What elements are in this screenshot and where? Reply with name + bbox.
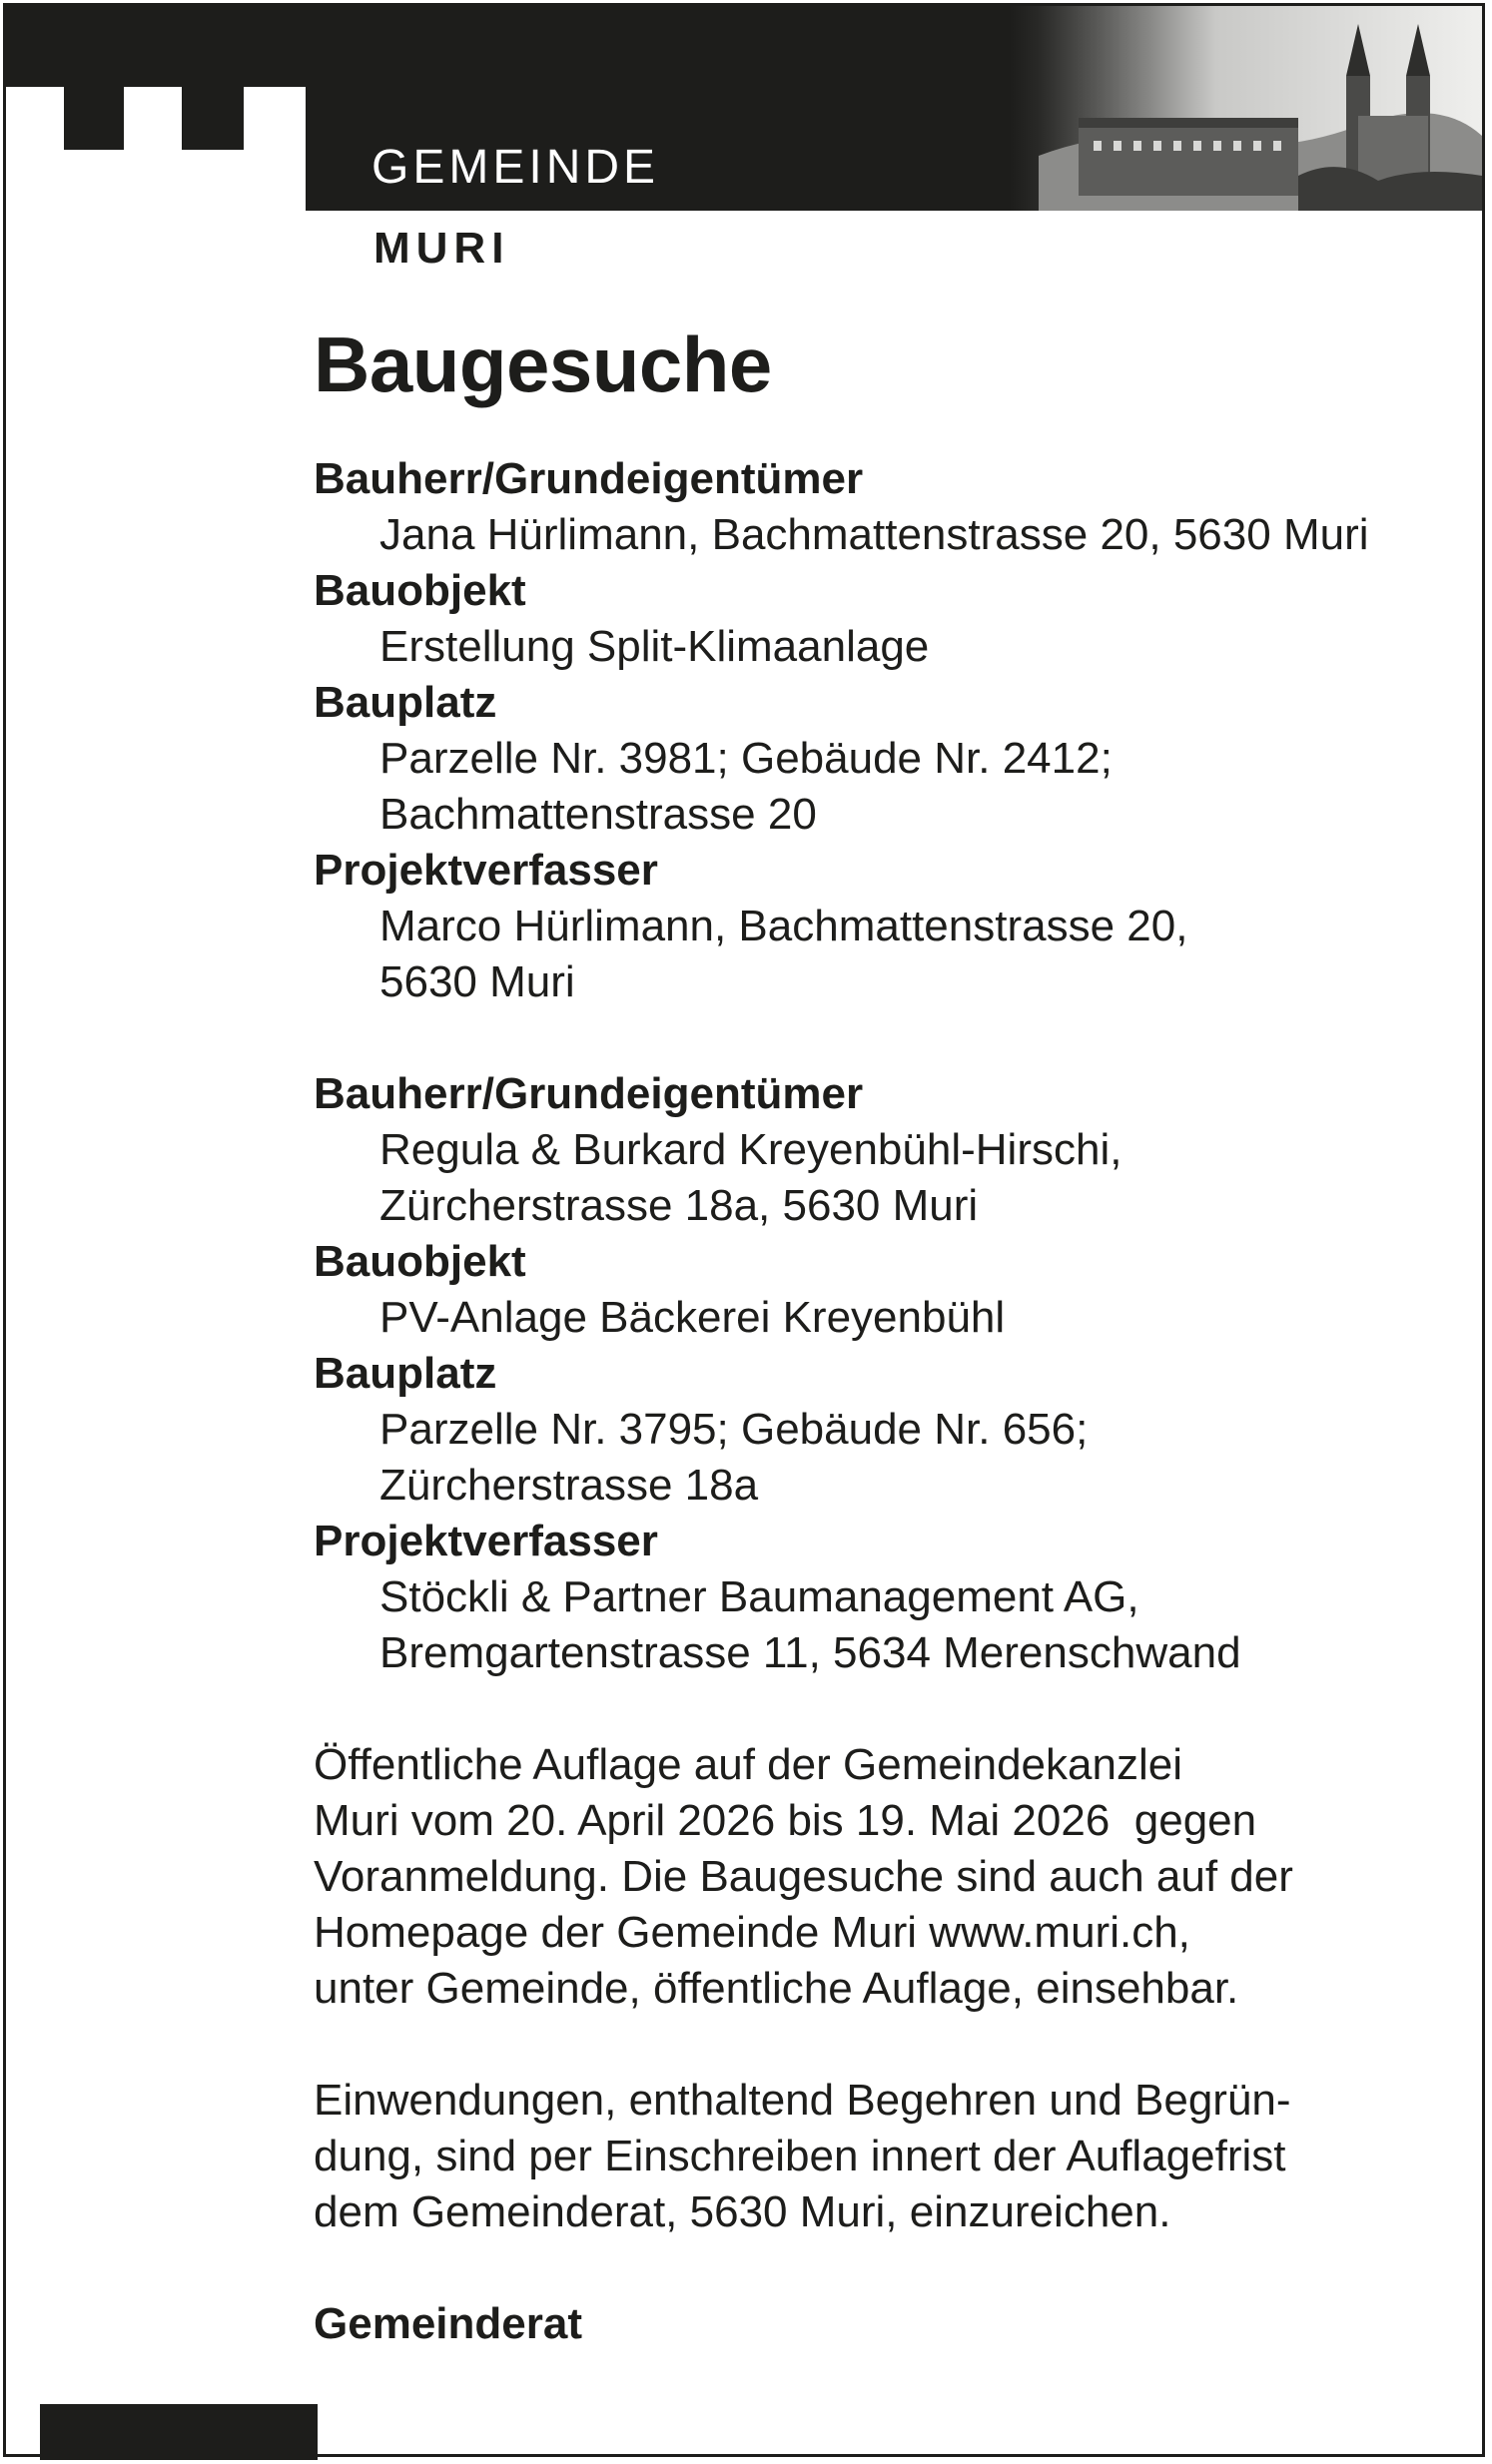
site-label: Bauplatz [314,678,497,727]
notice-line: Muri vom 20. April 2026 bis 19. Mai 2026 gegen [314,1796,1257,1845]
author-value: 5630 Muri [379,957,575,1006]
object-value: Erstellung Split-Klimaanlage [379,622,930,671]
public-display-notice [314,1737,1452,2017]
site-value: Parzelle Nr. 3795; Gebäude Nr. 656; [379,1405,1089,1454]
owner-value: Zürcherstrasse 18a, 5630 Muri [379,1181,979,1230]
site-value: Bachmattenstrasse 20 [379,790,817,839]
objection-line: dem Gemeinderat, 5630 Muri, einzureichen. [314,2187,1171,2236]
objection-line: Einwendungen, enthaltend Begehren und Begrün- [314,2076,1291,2125]
page-title: Baugesuche [314,320,772,408]
author-label: Projektverfasser [314,846,658,895]
signature: Gemeinderat [314,2299,582,2348]
author-value: Stöckli & Partner Baumanagement AG, [379,1572,1139,1621]
author-value: Marco Hürlimann, Bachmattenstrasse 20, [379,902,1188,950]
notice-line: Öffentliche Auflage auf der Gemeindekanzlei [314,1740,1182,1789]
site-value: Zürcherstrasse 18a [379,1461,759,1510]
application-entry-1 [314,451,1452,1010]
author-label: Projektverfasser [314,1517,658,1565]
logo-muri: MURI [373,224,510,273]
owner-value: Jana Hürlimann, Bachmattenstrasse 20, 5630 Muri [379,510,1369,559]
application-entry-2 [314,1066,1452,1681]
object-value: PV-Anlage Bäckerei Kreyenbühl [379,1293,1006,1342]
site-value: Parzelle Nr. 3981; Gebäude Nr. 2412; [379,734,1113,783]
footer-bar [40,2404,318,2460]
notice-line: Homepage der Gemeinde Muri www.muri.ch, [314,1908,1190,1957]
objection-notice [314,2073,1452,2240]
objection-line: dung, sind per Einschreiben innert der Auflagefrist [314,2132,1286,2180]
object-label: Bauobjekt [314,566,526,615]
notice-line: Voranmeldung. Die Baugesuche sind auch auf der [314,1852,1293,1901]
owner-label: Bauherr/Grundeigentümer [314,454,864,503]
author-value: Bremgartenstrasse 11, 5634 Merenschwand [379,1628,1241,1677]
owner-value: Regula & Burkard Kreyenbühl-Hirschi, [379,1125,1122,1174]
notice-line: unter Gemeinde, öffentliche Auflage, einsehbar. [314,1964,1239,2013]
notice-content [314,320,1452,2352]
site-label: Bauplatz [314,1349,497,1398]
logo-gemeinde: GEMEINDE [372,141,660,194]
monastery-photo-icon [1039,6,1482,211]
owner-label: Bauherr/Grundeigentümer [314,1069,864,1118]
object-label: Bauobjekt [314,1237,526,1286]
